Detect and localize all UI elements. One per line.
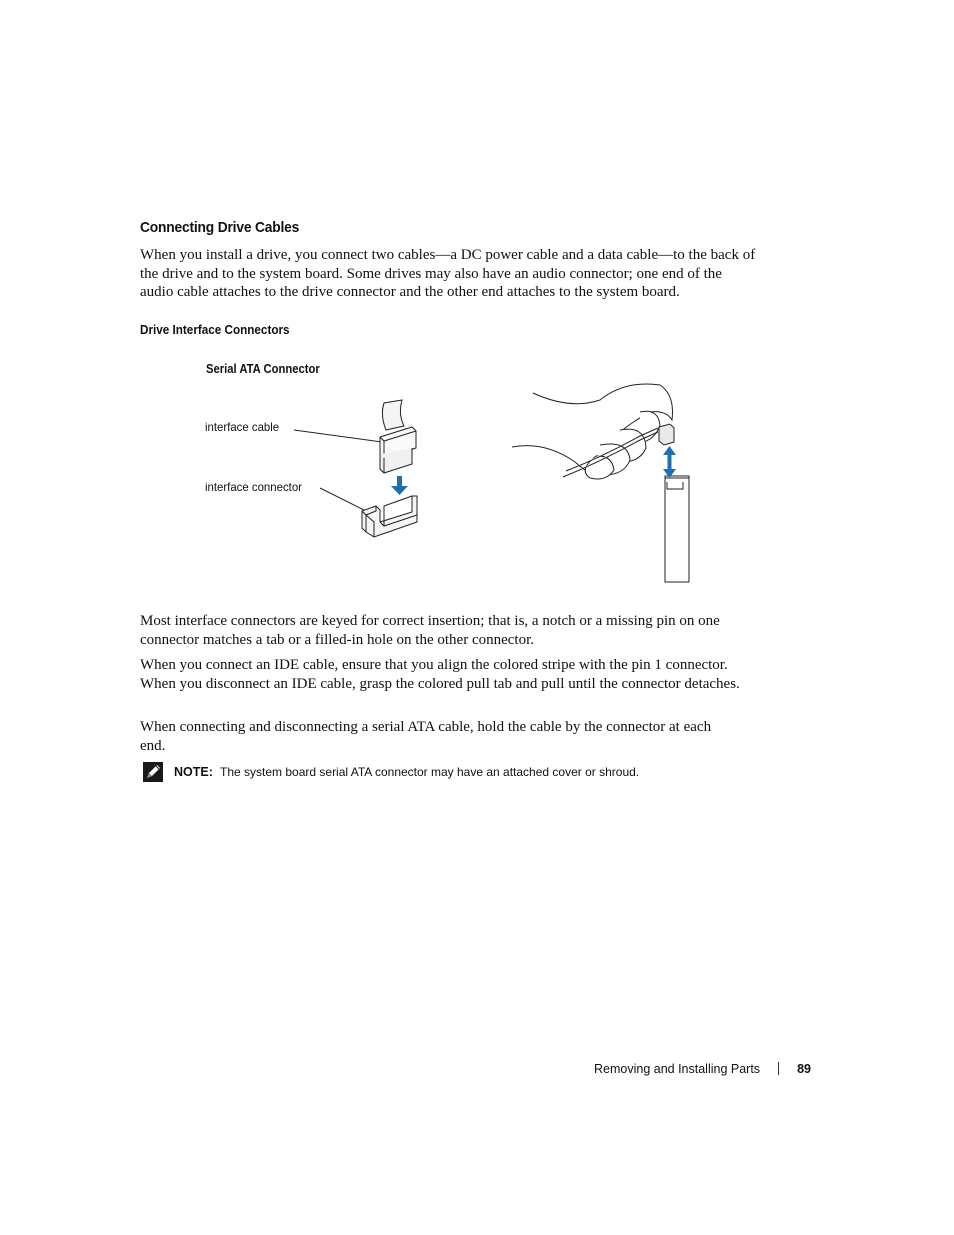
insertion-arrow-right-icon [663,446,676,478]
sata-cable [382,400,404,430]
paragraph-serial-ata-cable: When connecting and disconnecting a serial ATA cable, hold the cable by the connector at each end. [140,719,712,754]
intro-paragraph: When you install a drive, you connect two cables—a DC power cable and a data cable—to the back of the drive and to the system board. Some drives may also have an audio connector; one end of the audio cable attaches to the drive connector and the other end attaches to the system board. [140,247,756,301]
sata-cable-plug [380,427,416,473]
note-text: The system board serial ATA connector may have an attached cover or shroud. [220,765,640,779]
section-title: Connecting Drive Cables [140,219,300,236]
subsection-title: Drive Interface Connectors [140,322,290,337]
drive-edge-illustration [665,476,689,582]
pencil-note-icon [143,762,163,782]
footer-divider [778,1062,779,1075]
callout-interface-connector: interface connector [205,480,302,494]
paragraph-ide-cable: When you connect an IDE cable, ensure that you align the colored stripe with the pin 1 connector. When you disconnect an IDE cable, grasp the colored pull tab and pull until the connector detaches. [140,657,740,692]
callout-interface-cable: interface cable [205,420,280,434]
hand-illustration [512,384,673,479]
page-footer [594,1062,811,1076]
figure-title: Serial ATA Connector [206,362,320,376]
serial-ata-connector-illustration [0,0,954,600]
sata-board-connector [362,496,417,537]
page-number: 89 [797,1062,811,1076]
leader-line-interface-connector [320,488,368,512]
note-label: NOTE: [174,765,213,779]
paragraph-keyed-connectors: Most interface connectors are keyed for correct insertion; that is, a notch or a missing pin on one connector matches a tab or a filled-in hole on the other connector. [140,613,720,648]
leader-line-interface-cable [294,430,389,443]
footer-section-title: Removing and Installing Parts [594,1062,761,1076]
insertion-arrow-left-icon [391,476,408,495]
sata-plug-in-hand [659,424,674,445]
